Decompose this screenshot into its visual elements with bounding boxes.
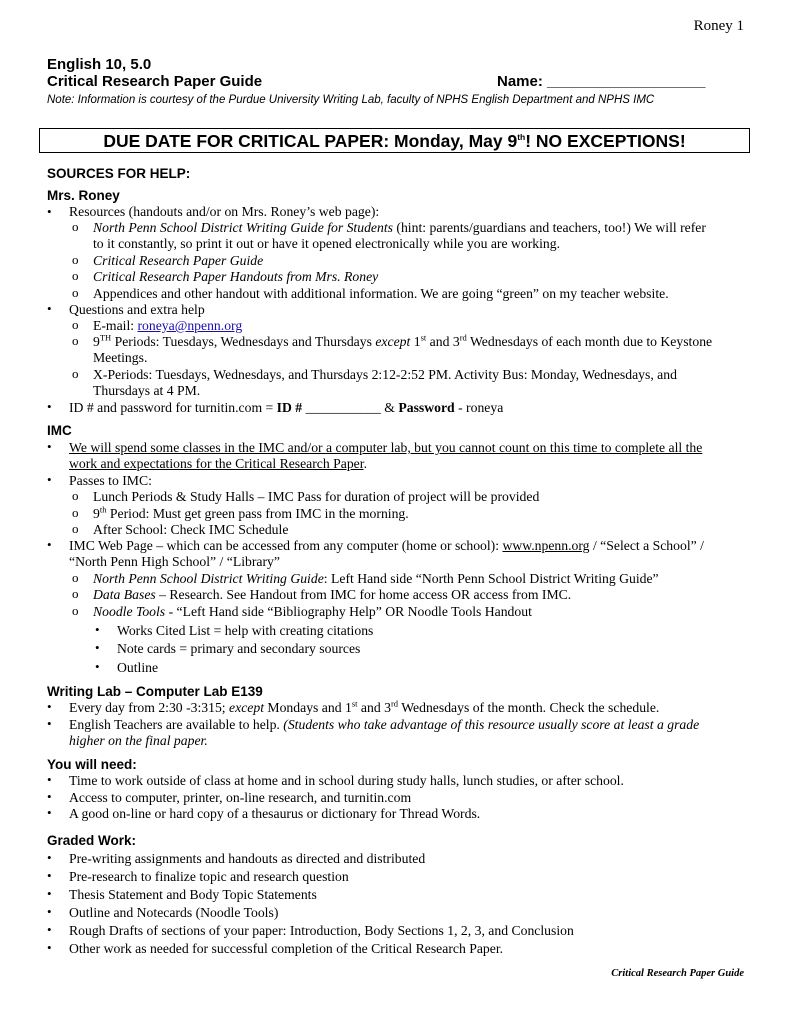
resource-handouts: Critical Research Paper Handouts from Mrs. Roney xyxy=(93,269,379,284)
resource-writing-guide-cont: to it constantly, so print it out or have it opened electronically while you are working. xyxy=(93,236,561,251)
w2-italic: Data Bases xyxy=(93,587,156,602)
p2-a: 9 xyxy=(93,506,100,521)
circle-bullet-icon: o xyxy=(72,268,79,283)
imc-writing-guide xyxy=(93,571,659,587)
x-period-item: X-Periods: Tuesdays, Wednesdays, and Thursdays 2:12-2:52 PM. Activity Bus: Monday, Wednesdays, and xyxy=(93,367,677,382)
web-a: IMC Web Page – which can be accessed from any computer (home or school): xyxy=(69,538,503,553)
list-item: A good on-line or hard copy of a thesaurus or dictionary for Thread Words. xyxy=(69,806,481,821)
circle-bullet-icon: o xyxy=(72,333,79,348)
circle-bullet-icon: o xyxy=(72,317,79,332)
graded-work-heading: Graded Work: xyxy=(47,833,137,848)
due-date-banner xyxy=(39,128,750,153)
npenn-link[interactable]: www.npenn.org xyxy=(502,538,590,553)
noodle-works-cited: Works Cited List = help with creating citations xyxy=(117,623,374,638)
due-text-b: ! NO EXCEPTIONS! xyxy=(525,131,686,151)
bullet-icon: • xyxy=(47,399,52,414)
imc-pass-after-school: After School: Check IMC Schedule xyxy=(93,522,289,537)
w2-rest: – Research. See Handout from IMC for home access OR access from IMC. xyxy=(155,587,572,602)
wl2-italic: (Students who take advantage of this resource usually score at least a grade xyxy=(283,717,700,732)
p9-a: 9 xyxy=(93,334,100,349)
email-item xyxy=(93,318,242,334)
noodle-note-cards: Note cards = primary and secondary sources xyxy=(117,641,361,656)
circle-bullet-icon: o xyxy=(72,488,79,503)
bullet-icon: • xyxy=(47,301,52,316)
resource-paper-guide: Critical Research Paper Guide xyxy=(93,253,264,268)
circle-bullet-icon: o xyxy=(72,252,79,267)
writing-guide-hint: (hint: parents/guardians and teachers, too!) We will refer xyxy=(392,220,706,235)
writing-lab-hours xyxy=(69,700,659,716)
id-a: ID # and password for turnitin.com = xyxy=(69,400,277,415)
email-label: E-mail: xyxy=(93,318,138,333)
p9-sup3: rd xyxy=(459,332,467,343)
circle-bullet-icon: o xyxy=(72,285,79,300)
noodle-outline: Outline xyxy=(117,660,159,675)
p9-e: Wednesdays of each month due to Keystone xyxy=(466,334,713,349)
p9-sup2: st xyxy=(420,332,427,343)
due-text-a: DUE DATE FOR CRITICAL PAPER: Monday, May 9 xyxy=(103,131,518,151)
imc-noodle-tools xyxy=(93,604,532,620)
id-d: Password xyxy=(398,400,455,415)
id-e: - roneya xyxy=(454,400,504,415)
bullet-icon: • xyxy=(47,904,52,919)
circle-bullet-icon: o xyxy=(72,586,79,601)
imc-data-bases xyxy=(93,587,571,603)
turnitin-item xyxy=(69,400,503,416)
id-c: ___________ & xyxy=(302,400,399,415)
imc-pass-lunch: Lunch Periods & Study Halls – IMC Pass for duration of project will be provided xyxy=(93,489,540,504)
source-note: Note: Information is courtesy of the Purdue University Writing Lab, faculty of NPHS English Department and NPHS IMC xyxy=(47,94,655,106)
list-item: Access to computer, printer, on-line research, and turnitin.com xyxy=(69,789,412,805)
circle-bullet-icon: o xyxy=(72,603,79,618)
web-b: / “Select a School” / xyxy=(589,538,704,553)
imc-web-page-item xyxy=(69,538,704,554)
bullet-icon: • xyxy=(95,640,100,655)
p9-sup: TH xyxy=(99,332,112,343)
imc-classes-end: . xyxy=(363,456,367,471)
wl-sup2: rd xyxy=(390,698,399,709)
imc-web-page-cont: “North Penn High School” / “Library” xyxy=(69,554,280,569)
imc-passes-item: Passes to IMC: xyxy=(69,473,152,488)
writing-lab-heading: Writing Lab – Computer Lab E139 xyxy=(47,684,263,699)
due-sup: th xyxy=(517,132,526,143)
id-b: ID # xyxy=(276,400,303,415)
bullet-icon: • xyxy=(47,922,52,937)
wl2-a: English Teachers are available to help. xyxy=(69,717,284,732)
list-item: Other work as needed for successful completion of the Critical Research Paper. xyxy=(69,941,504,956)
bullet-icon: • xyxy=(47,868,52,883)
bullet-icon: • xyxy=(95,622,100,637)
bullet-icon: • xyxy=(47,805,52,820)
imc-classes-cont-text: work and expectations for the Critical Research Paper xyxy=(69,456,364,471)
email-link[interactable]: roneya@npenn.org xyxy=(137,318,243,333)
bullet-icon: • xyxy=(47,439,52,454)
resource-writing-guide xyxy=(93,220,706,236)
circle-bullet-icon: o xyxy=(72,570,79,585)
writing-guide-title: North Penn School District Writing Guide for Students xyxy=(93,220,393,235)
you-will-need-heading: You will need: xyxy=(47,757,137,772)
name-field-label: Name: ___________________ xyxy=(497,73,706,90)
bullet-icon: • xyxy=(47,716,52,731)
x-period-cont: Thursdays at 4 PM. xyxy=(93,383,201,398)
bullet-icon: • xyxy=(47,204,52,219)
imc-classes-note-cont xyxy=(69,456,367,472)
circle-bullet-icon: o xyxy=(72,366,79,381)
bullet-icon: • xyxy=(47,886,52,901)
wl-a: Every day from 2:30 -3:315; xyxy=(69,700,230,715)
imc-pass-ninth xyxy=(93,506,409,522)
imc-heading: IMC xyxy=(47,423,72,438)
p9-except: except xyxy=(375,334,411,349)
wl-except: except xyxy=(229,700,264,715)
bullet-icon: • xyxy=(47,850,52,865)
bullet-icon: • xyxy=(47,772,52,787)
bullet-icon: • xyxy=(47,537,52,552)
bullet-icon: • xyxy=(47,940,52,955)
list-item: Pre-writing assignments and handouts as directed and distributed xyxy=(69,851,426,866)
bullet-icon: • xyxy=(47,472,52,487)
list-item: Outline and Notecards (Noodle Tools) xyxy=(69,905,279,920)
writing-lab-teachers xyxy=(69,717,699,733)
wl-c: and 3 xyxy=(357,700,391,715)
wl-d: Wednesdays of the month. Check the schedule. xyxy=(398,700,660,715)
footer-title: Critical Research Paper Guide xyxy=(611,968,744,979)
p2-sup: th xyxy=(99,504,107,515)
list-item: Thesis Statement and Body Topic Statements xyxy=(69,887,317,902)
course-title: English 10, 5.0 xyxy=(47,56,152,73)
circle-bullet-icon: o xyxy=(72,505,79,520)
w3-italic: Noodle Tools xyxy=(93,604,166,619)
list-item: Pre-research to finalize topic and research question xyxy=(69,869,349,884)
p9-d: and 3 xyxy=(426,334,460,349)
circle-bullet-icon: o xyxy=(72,521,79,536)
w3-rest: - “Left Hand side “Bibliography Help” OR Noodle Tools Handout xyxy=(165,604,532,619)
questions-item: Questions and extra help xyxy=(69,302,205,317)
w1-italic: North Penn School District Writing Guide xyxy=(93,571,324,586)
page-number-header: Roney 1 xyxy=(693,18,744,34)
guide-title: Critical Research Paper Guide xyxy=(47,73,263,90)
ninth-period-cont: Meetings. xyxy=(93,350,148,365)
sources-heading: SOURCES FOR HELP: xyxy=(47,166,191,181)
circle-bullet-icon: o xyxy=(72,219,79,234)
writing-lab-teachers-cont: higher on the final paper. xyxy=(69,733,208,748)
wl-sup: st xyxy=(351,698,358,709)
list-item: Time to work outside of class at home and in school during study halls, lunch studies, or after school. xyxy=(69,773,624,788)
wl-b: Mondays and 1 xyxy=(264,700,352,715)
w1-rest: : Left Hand side “North Penn School District Writing Guide” xyxy=(323,571,659,586)
bullet-icon: • xyxy=(47,699,52,714)
resources-item: Resources (handouts and/or on Mrs. Roney’s web page): xyxy=(69,204,380,219)
mrs-roney-heading: Mrs. Roney xyxy=(47,188,120,203)
p9-c: 1 xyxy=(410,334,421,349)
ninth-period-item xyxy=(93,334,712,350)
p2-b: Period: Must get green pass from IMC in the morning. xyxy=(106,506,409,521)
list-item: Rough Drafts of sections of your paper: Introduction, Body Sections 1, 2, 3, and Conclusion xyxy=(69,923,574,938)
bullet-icon: • xyxy=(95,659,100,674)
bullet-icon: • xyxy=(47,788,52,804)
imc-classes-note: We will spend some classes in the IMC and/or a computer lab, but you cannot count on this time to complete all the xyxy=(69,440,703,455)
resource-appendices: Appendices and other handout with additional information. We are going “green” on my teacher website. xyxy=(93,286,669,301)
p9-b: Periods: Tuesdays, Wednesdays and Thursdays xyxy=(111,334,376,349)
